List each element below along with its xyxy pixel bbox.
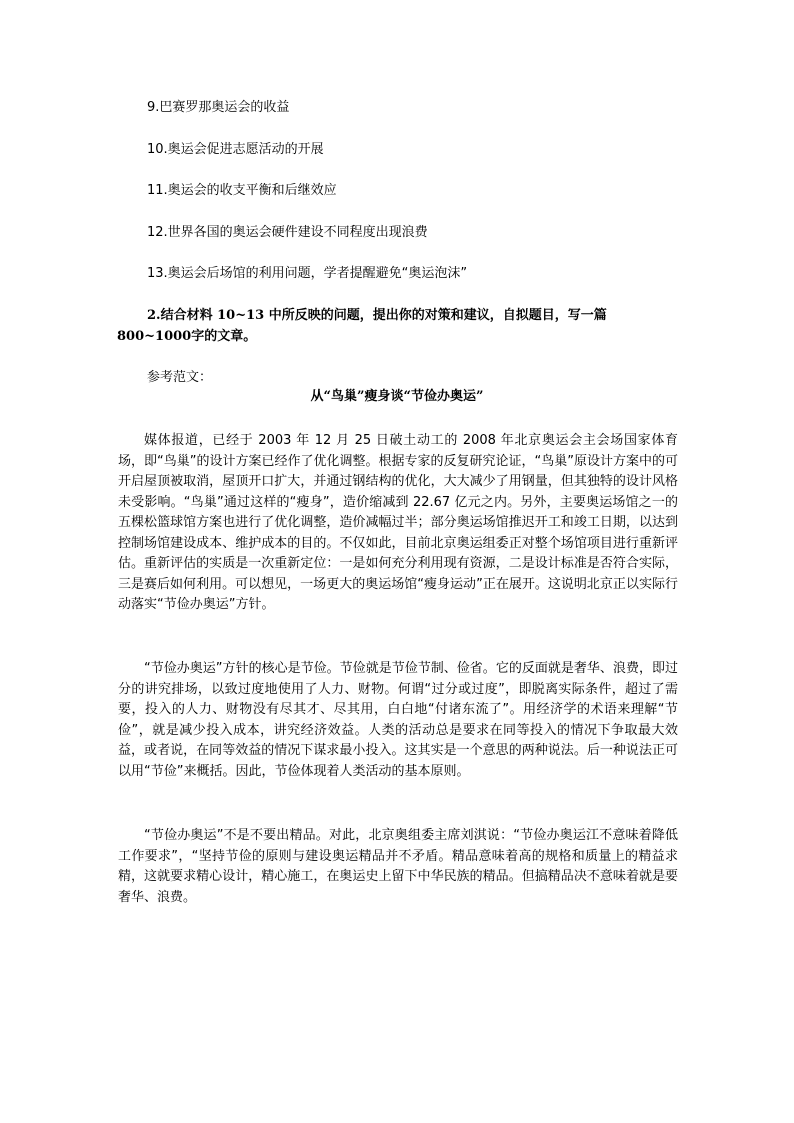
essay-paragraph-3: “节俭办奥运”不是不要出精品。对此，北京奥组委主席刘淇说：“节俭办奥运江不意味着降低工作要求”，“坚持节俭的原则与建设奥运精品并不矛盾。精品意味着高的规格和质量上的精益求精，这就要求精心设计，精心施工，在奥运史上留下中华民族的精品。但搞精品决不意味着就是要奢华、浪费。	[118, 828, 678, 905]
list-item: 12.世界各国的奥运会硬件建设不同程度出现浪费	[147, 225, 428, 240]
essay-paragraph-2: “节俭办奥运”方针的核心是节俭。节俭就是节俭节制、俭省。它的反面就是奢华、浪费，即过分的讲究排场，以致过度地使用了人力、财物。何谓“过分或过度”，即脱离实际条件，超过了需要，投入的人力、财物没有尽其才、尽其用，白白地“付诸东流了”。用经济学的术语来理解“节俭”，就是减少投入成本，讲究经济效益。人类的活动总是要求在同等投入的情况下争取最大效益，或者说，在同等效益的情况下谋求最小投入。这其实是一个意思的两种说法。后一种说法正可以用“节俭”来概括。因此，节俭体现着人类活动的基本原则。	[118, 661, 678, 779]
essay-question	[117, 305, 647, 347]
list-item: 13.奥运会后场馆的利用问题，学者提醒避免“奥运泡沫”	[147, 266, 468, 281]
question-line-2: 800~1000字的文章。	[117, 329, 257, 344]
list-item: 9.巴赛罗那奥运会的收益	[147, 100, 290, 115]
essay-title: 从“鸟巢”瘦身谈“节俭办奥运”	[310, 389, 484, 404]
list-item: 10.奥运会促进志愿活动的开展	[147, 142, 324, 157]
reference-label: 参考范文：	[147, 370, 213, 385]
essay-paragraph-1: 媒体报道，已经于 2003 年 12 月 25 日破土动工的 2008 年北京奥运会主会场国家体育场，即“鸟巢”的设计方案已经作了优化调整。根据专家的反复研究论证，“鸟巢”原设计方案中的可开启屋顶被取消，屋顶开口扩大，并通过钢结构的优化，大大减少了用钢量，但其独特的设计风格未受影响。“鸟巢”通过这样的“瘦身”，造价缩减到 22.67 亿元之内。另外，主要奥运场馆之一的五棵松篮球馆方案也进行了优化调整，造价减幅过半；部分奥运场馆推迟开工和竣工日期，以达到控制场馆建设成本、维护成本的目的。不仅如此，目前北京奥运组委正对整个场馆项目进行重新评估。重新评估的实质是一次重新定位：一是如何充分利用现有资源，二是设计标准是否符合实际，三是赛后如何利用。可以想见，一场更大的奥运场馆“瘦身运动”正在展开。这说明北京正以实际行动落实“节俭办奥运”方针。	[118, 433, 678, 612]
question-line-1: 2.结合材料 10~13 中所反映的问题，提出你的对策和建议，自拟题目，写一篇	[147, 308, 607, 323]
list-item: 11.奥运会的收支平衡和后继效应	[147, 183, 337, 198]
